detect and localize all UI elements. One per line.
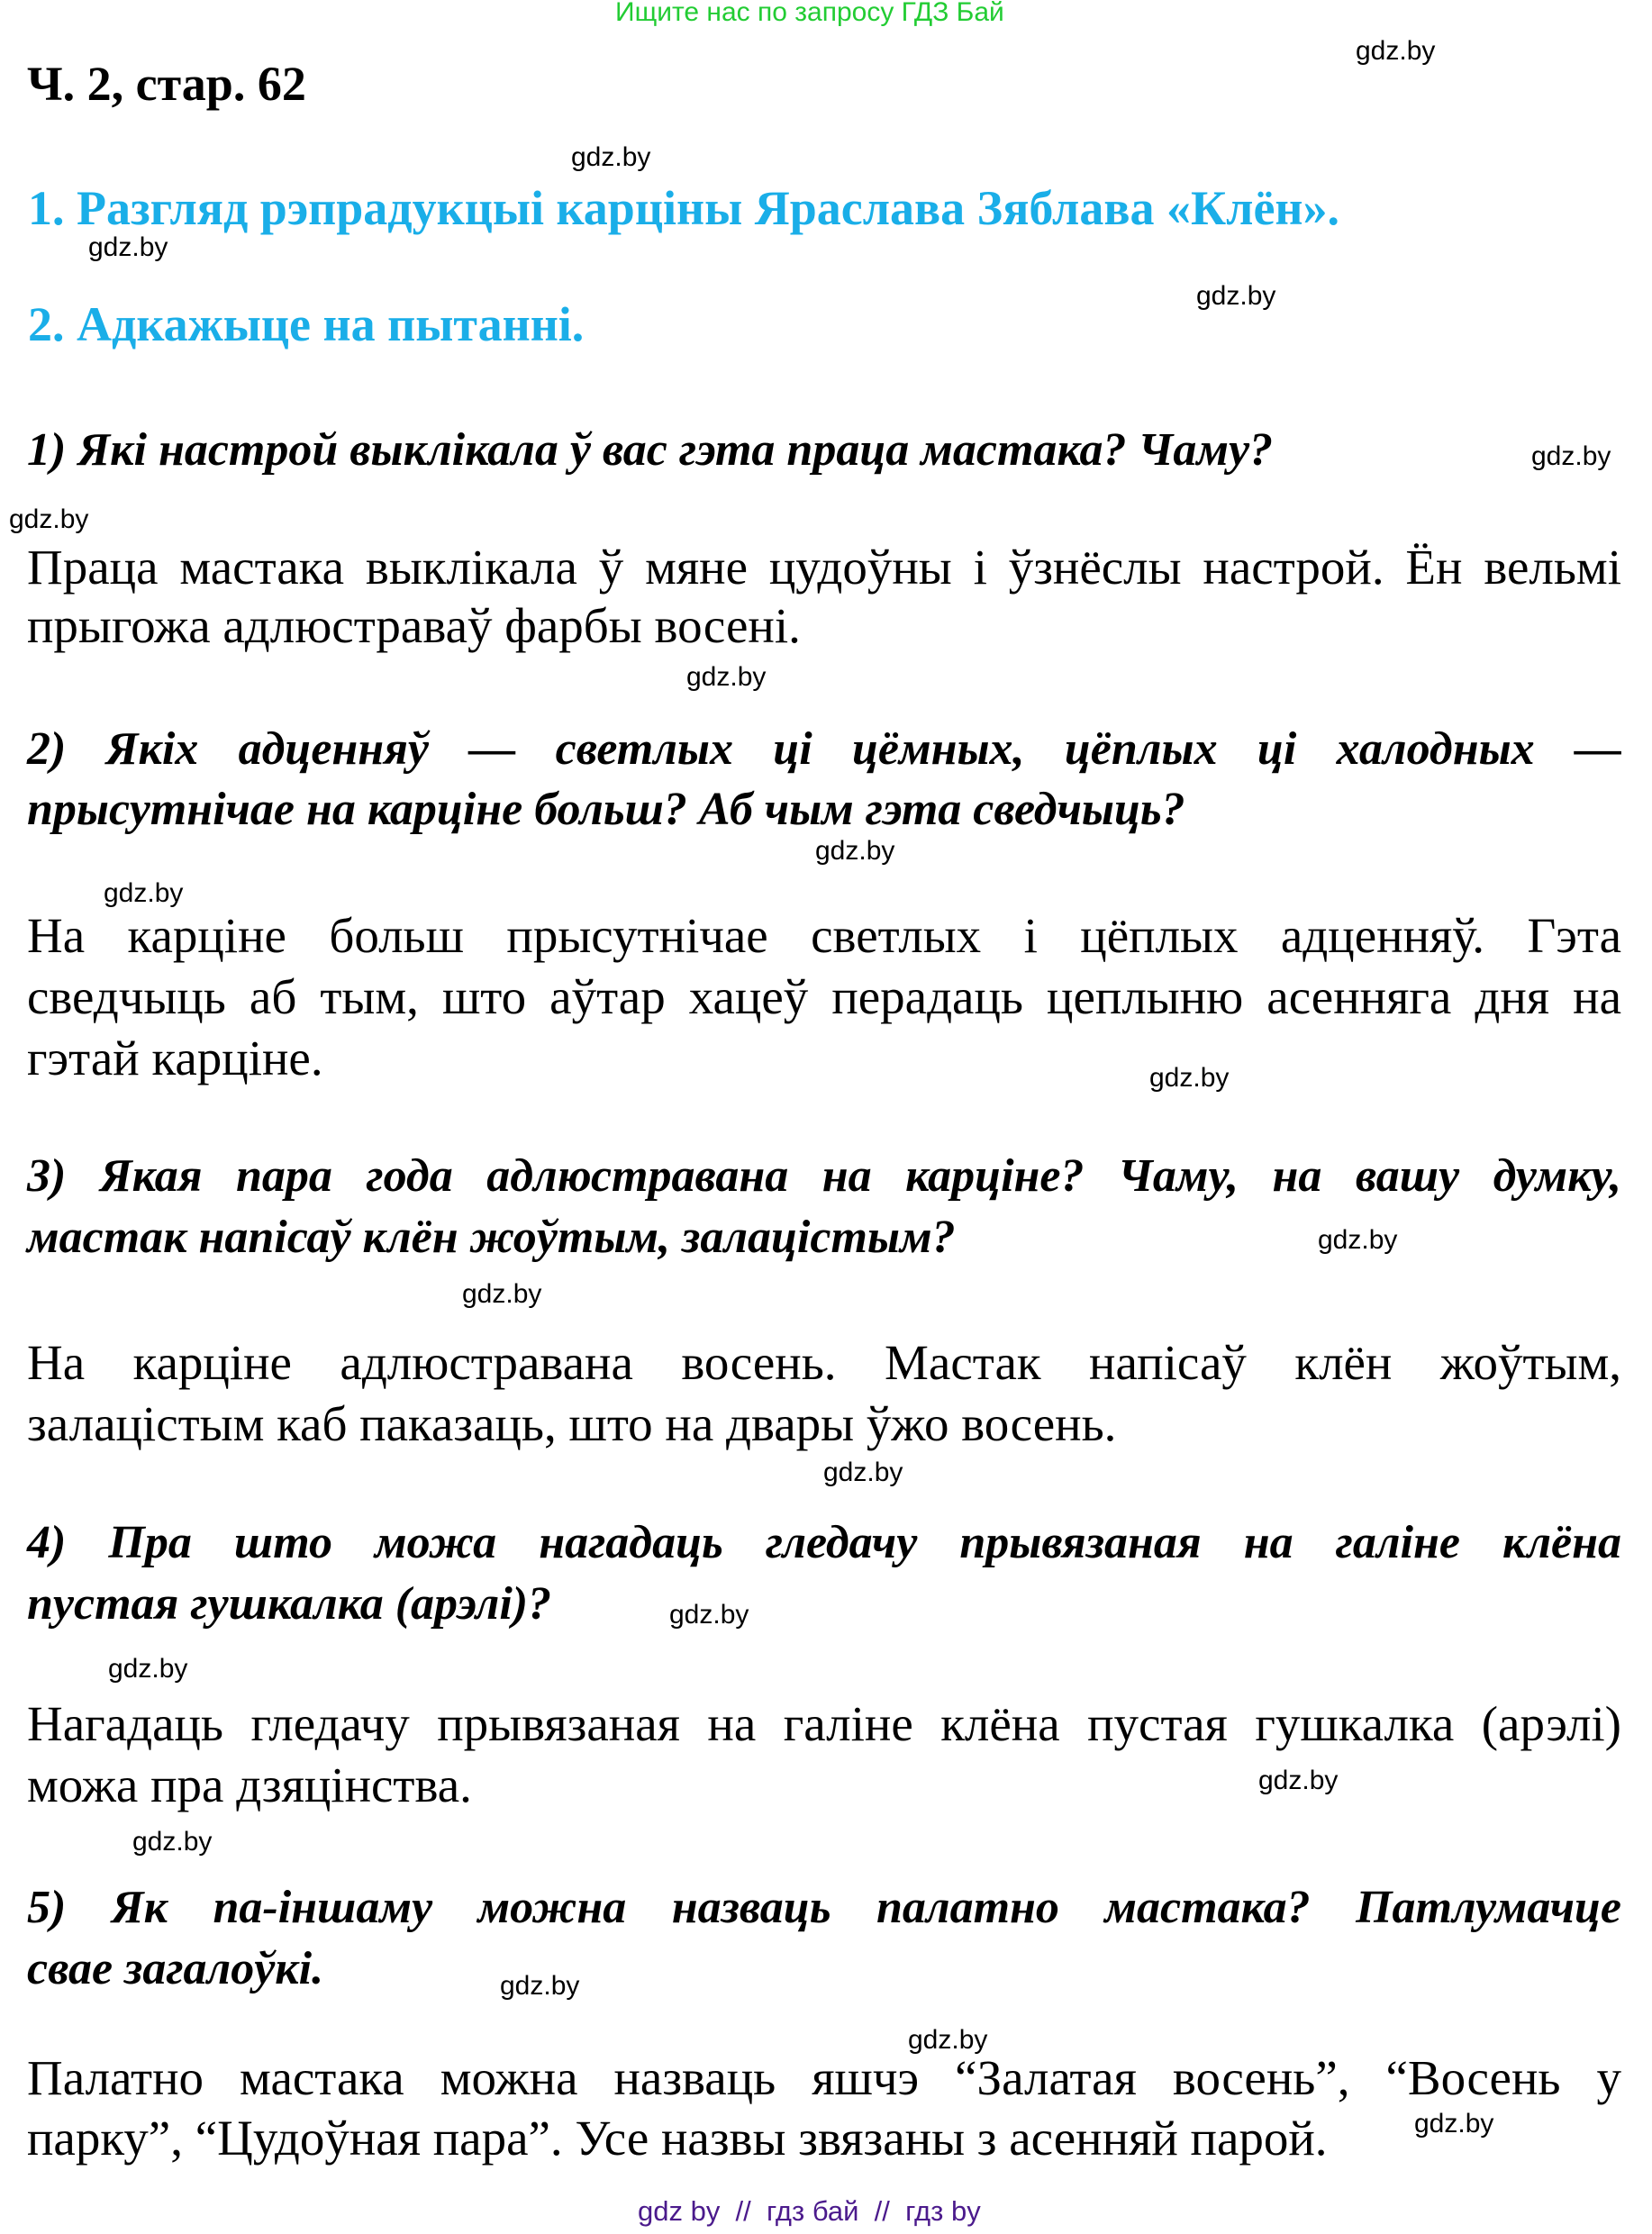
question-2-line-2: прысутнічае на карціне больш? Аб чым гэта сведчыць? [27, 784, 1185, 835]
question-3-line-1: 3) Якая пара года адлюстравана на карціне? Чаму, на вашу думку, [27, 1150, 1621, 1202]
answer-5-line-1: Палатно мастака можна назваць яшчэ “Залатая восень”, “Восень у [27, 2050, 1621, 2105]
watermark: gdz.by [1258, 1766, 1339, 1795]
answer-1-line-1: Праца мастака выклікала ў мяне цудоўны і ўзнёслы настрой. Ён вельмі [27, 540, 1621, 595]
question-1-line-1: 1) Які настрой выклікала ў вас гэта праца мастака? Чаму? [27, 424, 1274, 476]
watermark: gdz.by [9, 504, 89, 534]
answer-1-line-2: прыгожа адлюстраваў фарбы восені. [27, 598, 801, 653]
watermark: gdz.by [815, 836, 895, 866]
answer-3-line-1: На карціне адлюстравана восень. Мастак напісаў клён жоўтым, [27, 1335, 1621, 1390]
answer-4-line-2: можа пра дзяцінства. [27, 1757, 472, 1812]
watermark: gdz.by [669, 1600, 749, 1630]
footer-links[interactable]: gdz by // гдз бай // гдз by [638, 2195, 981, 2227]
watermark: gdz.by [1196, 281, 1276, 311]
question-4-line-1: 4) Пра што можа нагадаць гледачу прывязаная на галіне клёна [27, 1517, 1621, 1568]
watermark: gdz.by [108, 1654, 188, 1684]
question-4-line-2: пустая гушкалка (арэлі)? [27, 1578, 552, 1630]
watermark: gdz.by [823, 1458, 903, 1487]
watermark: gdz.by [908, 2025, 988, 2055]
promo-banner[interactable]: Ищите нас по запросу ГДЗ Бай [615, 0, 1004, 27]
answer-3-line-2: залацістым каб паказаць, што на двары ўжо восень. [27, 1396, 1117, 1451]
task-heading-1: 1. Разгляд рэпрадукцыі карціны Яраслава Зяблава «Клён». [28, 181, 1340, 235]
answer-5-line-2: парку”, “Цудоўная пара”. Усе назвы звязаны з асенняй парой. [27, 2111, 1328, 2166]
answer-2-line-2: сведчыць аб тым, што аўтар хацеў перадаць цеплыню асенняга дня на [27, 969, 1621, 1024]
answer-2-line-3: гэтай карціне. [27, 1031, 323, 1085]
answer-2-line-1: На карціне больш прысутнічае светлых і цёплых адценняў. Гэта [27, 908, 1621, 963]
question-5-line-1: 5) Як па-іншаму можна назваць палатно мастака? Патлумачце [27, 1882, 1621, 1933]
watermark: gdz.by [500, 1971, 580, 2001]
question-5-line-2: свае загалоўкі. [27, 1943, 324, 1994]
page-title: Ч. 2, стар. 62 [27, 57, 306, 111]
question-3-line-2: мастак напісаў клён жоўтым, залацістым? [27, 1212, 956, 1263]
watermark: gdz.by [104, 878, 184, 908]
watermark: gdz.by [571, 142, 651, 172]
watermark: gdz.by [1531, 441, 1611, 471]
watermark: gdz.by [1318, 1225, 1398, 1255]
watermark: gdz.by [462, 1279, 542, 1309]
question-2-line-1: 2) Якіх адценняў — светлых ці цёмных, цёплых ці халодных — [27, 723, 1621, 775]
task-heading-2: 2. Адкажыце на пытанні. [28, 297, 585, 351]
watermark: gdz.by [88, 232, 168, 262]
watermark: gdz.by [1356, 36, 1436, 66]
watermark: gdz.by [686, 662, 767, 692]
answer-4-line-1: Нагадаць гледачу прывязаная на галіне клёна пустая гушкалка (арэлі) [27, 1696, 1621, 1751]
watermark: gdz.by [1414, 2109, 1494, 2139]
watermark: gdz.by [132, 1827, 213, 1857]
watermark: gdz.by [1149, 1063, 1230, 1093]
